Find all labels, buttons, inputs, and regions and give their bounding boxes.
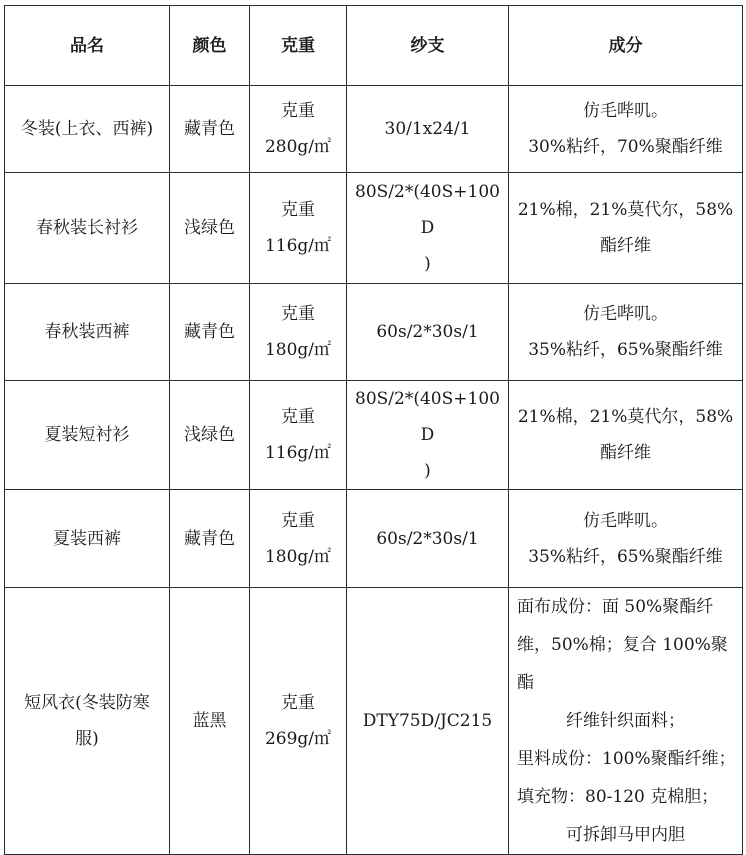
cell-text-line: 80S/2*(40S+100D xyxy=(355,182,500,238)
cell-product-name xyxy=(5,588,170,855)
cell-color: 藏青色 xyxy=(170,86,250,173)
cell-composition xyxy=(509,86,743,173)
cell-color: 浅绿色 xyxy=(170,173,250,284)
cell-text-line: 60s/2*30s/1 xyxy=(376,322,479,342)
table-row xyxy=(5,284,743,381)
cell-text-line: 仿毛哔叽。 xyxy=(583,510,668,531)
cell-text-line: 纤维针织面料； xyxy=(566,711,685,731)
cell-product-name xyxy=(5,173,170,284)
cell-text-line: 冬装(上衣、西裤) xyxy=(20,119,154,139)
cell-yarn-count xyxy=(347,86,509,173)
cell-yarn-count xyxy=(347,490,509,588)
cell-text-line: 30/1x24/1 xyxy=(384,119,471,139)
cell-text-line: 116g/㎡ xyxy=(264,443,332,463)
cell-product-name xyxy=(5,381,170,490)
cell-weight xyxy=(250,588,347,855)
cell-text-line: 269g/㎡ xyxy=(264,729,332,749)
table-row xyxy=(5,490,743,588)
cell-text-line: 维，50%棉；复合 100%聚酯 xyxy=(517,635,728,693)
cell-product-name xyxy=(5,490,170,588)
cell-composition xyxy=(509,490,743,588)
cell-text-line: 30%粘纤，70%聚酯纤维 xyxy=(528,137,723,157)
header-composition: 成分 xyxy=(509,6,743,86)
cell-text-line: 280g/㎡ xyxy=(264,137,332,157)
table-row xyxy=(5,173,743,284)
cell-yarn-count xyxy=(347,381,509,490)
cell-text-line: 春秋装西裤 xyxy=(44,322,130,342)
cell-yarn-count xyxy=(347,173,509,284)
table-row xyxy=(5,381,743,490)
cell-composition xyxy=(509,284,743,381)
cell-text-line: 短风衣(冬装防寒 xyxy=(24,693,150,713)
cell-text-line: 克重 xyxy=(281,510,315,531)
cell-text-line: 里料成份：100%聚酯纤维； xyxy=(517,749,736,769)
cell-text-line: 35%粘纤，65%聚酯纤维 xyxy=(528,340,723,360)
cell-weight xyxy=(250,86,347,173)
cell-text-line: 可拆卸马甲内胆 xyxy=(566,825,685,845)
cell-yarn-count xyxy=(347,284,509,381)
cell-weight xyxy=(250,490,347,588)
cell-text-line: 21%棉，21%莫代尔，58% xyxy=(517,200,734,220)
header-weight: 克重 xyxy=(250,6,347,86)
cell-text-line: 面布成份：面 50%聚酯纤 xyxy=(517,597,714,617)
cell-color: 蓝黑 xyxy=(170,588,250,855)
cell-text-line: 克重 xyxy=(281,101,315,121)
cell-text-line: 仿毛哔叽。 xyxy=(583,304,668,324)
cell-text-line: 仿毛哔叽。 xyxy=(583,101,668,121)
cell-color: 藏青色 xyxy=(170,490,250,588)
cell-composition xyxy=(509,588,743,855)
cell-product-name xyxy=(5,284,170,381)
cell-weight xyxy=(250,284,347,381)
table-header-row xyxy=(5,6,743,86)
cell-text-line: 80S/2*(40S+100D xyxy=(355,389,500,445)
table-row xyxy=(5,86,743,173)
cell-yarn-count xyxy=(347,588,509,855)
cell-text-line: 克重 xyxy=(281,407,315,427)
cell-text-line: 21%棉，21%莫代尔，58% xyxy=(517,407,734,427)
fabric-spec-table xyxy=(4,5,743,855)
cell-text-line: 夏装西裤 xyxy=(53,528,121,549)
header-color: 颜色 xyxy=(170,6,250,86)
cell-text-line: 克重 xyxy=(281,693,315,713)
table-row xyxy=(5,588,743,855)
cell-text-line: 35%粘纤，65%聚酯纤维 xyxy=(528,546,723,567)
cell-text-line: 酯纤维 xyxy=(600,236,651,256)
cell-text-line: 填充物：80-120 克棉胆； xyxy=(517,787,719,807)
cell-composition xyxy=(509,381,743,490)
cell-text-line: 180g/㎡ xyxy=(264,546,332,567)
cell-product-name xyxy=(5,86,170,173)
cell-weight xyxy=(250,381,347,490)
cell-text-line: 服) xyxy=(75,729,99,749)
cell-text-line: 180g/㎡ xyxy=(264,340,332,360)
cell-weight xyxy=(250,173,347,284)
cell-text-line: 酯纤维 xyxy=(600,443,651,463)
cell-text-line: 春秋装长衬衫 xyxy=(36,218,138,238)
cell-text-line: 夏装短衬衫 xyxy=(44,425,130,445)
cell-color: 藏青色 xyxy=(170,284,250,381)
cell-text-line: 克重 xyxy=(281,200,315,220)
cell-text-line: DTY75D/JC215 xyxy=(362,711,493,731)
header-product-name: 品名 xyxy=(5,6,170,86)
header-yarn-count: 纱支 xyxy=(347,6,509,86)
cell-text-line: 克重 xyxy=(281,304,315,324)
cell-color: 浅绿色 xyxy=(170,381,250,490)
cell-composition xyxy=(509,173,743,284)
cell-text-line: 116g/㎡ xyxy=(264,236,332,256)
cell-text-line: ) xyxy=(424,254,431,274)
cell-text-line: 60s/2*30s/1 xyxy=(376,528,479,549)
cell-text-line: ) xyxy=(424,461,431,481)
